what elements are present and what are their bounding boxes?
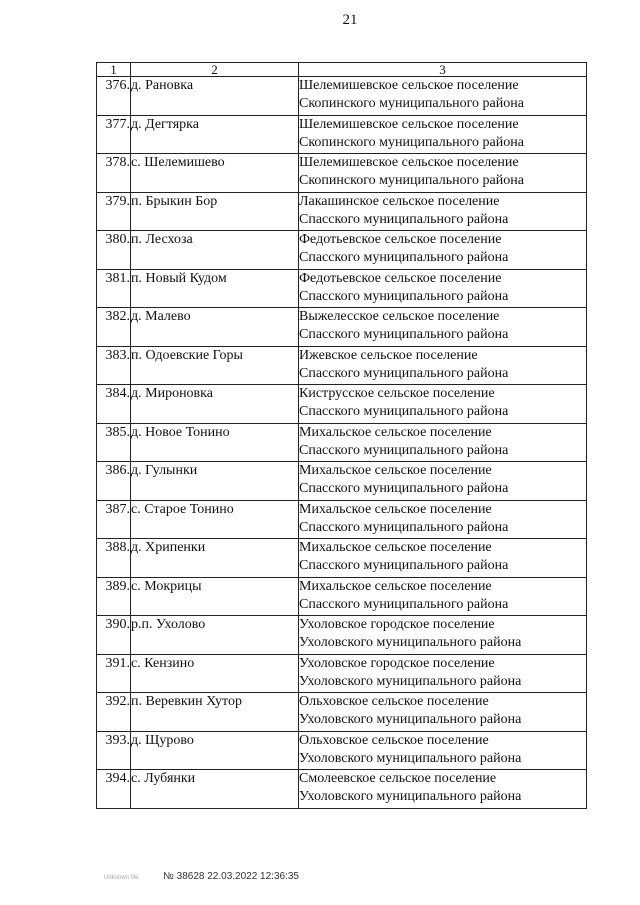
settlement-name: Михальское сельское поселение <box>299 578 492 594</box>
district-name: Спасского муниципального района <box>299 211 509 227</box>
table-row <box>97 269 587 308</box>
settlement-name: Федотьевское сельское поселение <box>299 232 502 247</box>
settlement-name: Лакашинское сельское поселение <box>299 193 500 209</box>
settlement-table <box>96 62 587 809</box>
faint-label: Unknown file <box>104 875 139 881</box>
district-name: Спасского муниципального района <box>299 327 509 342</box>
settlement-cell <box>299 385 587 424</box>
settlement-name: Киструсское сельское поселение <box>299 386 495 401</box>
table-row <box>97 539 587 578</box>
district-name: Спасского муниципального района <box>299 250 509 265</box>
row-number: 389. <box>97 577 131 616</box>
locality-name: д. Хрипенки <box>131 539 299 578</box>
table-row <box>97 192 587 231</box>
table-row <box>97 462 587 501</box>
locality-name: п. Одоевские Горы <box>131 346 299 385</box>
settlement-name: Ухоловское городское поселение <box>299 617 495 632</box>
locality-name: п. Лесхоза <box>131 231 299 270</box>
district-name: Ухоловского муниципального района <box>299 789 522 804</box>
locality-name: д. Щурово <box>131 731 299 770</box>
table-row <box>97 693 587 732</box>
settlement-name: Федотьевское сельское поселение <box>299 270 502 286</box>
row-number: 382. <box>97 308 131 347</box>
table-row <box>97 500 587 539</box>
locality-name: д. Дегтярка <box>131 115 299 154</box>
district-name: Спасского муниципального района <box>299 558 509 573</box>
row-number: 387. <box>97 500 131 539</box>
settlement-cell <box>299 731 587 770</box>
settlement-name: Михальское сельское поселение <box>299 540 492 555</box>
table-row <box>97 577 587 616</box>
row-number: 377. <box>97 115 131 154</box>
district-name: Ухоловского муниципального района <box>299 635 522 650</box>
page-number: 21 <box>342 12 358 28</box>
settlement-name: Михальское сельское поселение <box>299 501 492 517</box>
settlement-name: Ижевское сельское поселение <box>299 347 478 363</box>
header-col-3: 3 <box>299 63 587 77</box>
settlement-name: Михальское сельское поселение <box>299 424 492 440</box>
settlement-cell <box>299 577 587 616</box>
row-number: 383. <box>97 346 131 385</box>
district-name: Скопинского муниципального района <box>299 134 524 150</box>
district-name: Скопинского муниципального района <box>299 96 524 111</box>
settlement-name: Ольховское сельское поселение <box>299 694 489 709</box>
locality-name: п. Веревкин Хутор <box>131 693 299 732</box>
locality-name: с. Кензино <box>131 654 299 693</box>
locality-name: с. Мокрицы <box>131 577 299 616</box>
row-number: 386. <box>97 462 131 501</box>
row-number: 392. <box>97 693 131 732</box>
table-row <box>97 385 587 424</box>
district-name: Спасского муниципального района <box>299 481 509 496</box>
district-name: Спасского муниципального района <box>299 519 509 535</box>
settlement-name: Михальское сельское поселение <box>299 463 492 478</box>
locality-name: с. Лубянки <box>131 770 299 809</box>
settlement-cell <box>299 500 587 539</box>
district-name: Спасского муниципального района <box>299 596 509 612</box>
district-name: Скопинского муниципального района <box>299 173 524 188</box>
row-number: 384. <box>97 385 131 424</box>
district-name: Ухоловского муниципального района <box>299 750 522 766</box>
locality-name: д. Малево <box>131 308 299 347</box>
district-name: Спасского муниципального района <box>299 365 509 381</box>
document-stamp <box>104 871 299 882</box>
row-number: 376. <box>97 77 131 116</box>
locality-name: с. Старое Тонино <box>131 500 299 539</box>
table-body <box>97 77 587 809</box>
header-col-2: 2 <box>131 63 299 77</box>
table-row <box>97 423 587 462</box>
table-row <box>97 770 587 809</box>
settlement-cell <box>299 308 587 347</box>
registration-stamp: № 38628 22.03.2022 12:36:35 <box>163 871 299 882</box>
settlement-cell <box>299 462 587 501</box>
settlement-cell <box>299 423 587 462</box>
table-row <box>97 731 587 770</box>
settlement-cell <box>299 269 587 308</box>
settlement-cell <box>299 693 587 732</box>
table-row <box>97 308 587 347</box>
district-name: Спасского муниципального района <box>299 288 509 304</box>
locality-name: д. Рановка <box>131 77 299 116</box>
locality-name: д. Гулынки <box>131 462 299 501</box>
settlement-name: Выжелесское сельское поселение <box>299 309 500 324</box>
locality-name: с. Шелемишево <box>131 154 299 193</box>
table-row <box>97 154 587 193</box>
table-row <box>97 616 587 655</box>
settlement-name: Шелемишевское сельское поселение <box>299 116 519 132</box>
district-name: Спасского муниципального района <box>299 442 509 458</box>
district-name: Спасского муниципального района <box>299 404 509 419</box>
row-number: 380. <box>97 231 131 270</box>
settlement-name: Ольховское сельское поселение <box>299 732 489 748</box>
settlement-cell <box>299 346 587 385</box>
locality-name: р.п. Ухолово <box>131 616 299 655</box>
row-number: 381. <box>97 269 131 308</box>
settlement-cell <box>299 77 587 116</box>
settlement-name: Шелемишевское сельское поселение <box>299 155 519 170</box>
locality-name: д. Мироновка <box>131 385 299 424</box>
district-name: Ухоловского муниципального района <box>299 712 522 727</box>
settlement-name: Смолеевское сельское поселение <box>299 771 497 786</box>
table-row <box>97 77 587 116</box>
row-number: 385. <box>97 423 131 462</box>
table-row <box>97 231 587 270</box>
row-number: 378. <box>97 154 131 193</box>
settlement-cell <box>299 654 587 693</box>
settlement-cell <box>299 154 587 193</box>
table-row <box>97 654 587 693</box>
row-number: 393. <box>97 731 131 770</box>
settlement-cell <box>299 115 587 154</box>
header-col-1: 1 <box>97 63 131 77</box>
table-row <box>97 346 587 385</box>
settlement-cell <box>299 231 587 270</box>
locality-name: п. Брыкин Бор <box>131 192 299 231</box>
row-number: 388. <box>97 539 131 578</box>
table-row <box>97 115 587 154</box>
table-header-row <box>97 63 587 77</box>
row-number: 391. <box>97 654 131 693</box>
row-number: 379. <box>97 192 131 231</box>
settlement-name: Ухоловское городское поселение <box>299 655 495 671</box>
settlement-cell <box>299 192 587 231</box>
row-number: 390. <box>97 616 131 655</box>
locality-name: д. Новое Тонино <box>131 423 299 462</box>
settlement-name: Шелемишевское сельское поселение <box>299 78 519 93</box>
row-number: 394. <box>97 770 131 809</box>
settlement-cell <box>299 539 587 578</box>
district-name: Ухоловского муниципального района <box>299 673 522 689</box>
settlement-cell <box>299 770 587 809</box>
settlement-cell <box>299 616 587 655</box>
locality-name: п. Новый Кудом <box>131 269 299 308</box>
